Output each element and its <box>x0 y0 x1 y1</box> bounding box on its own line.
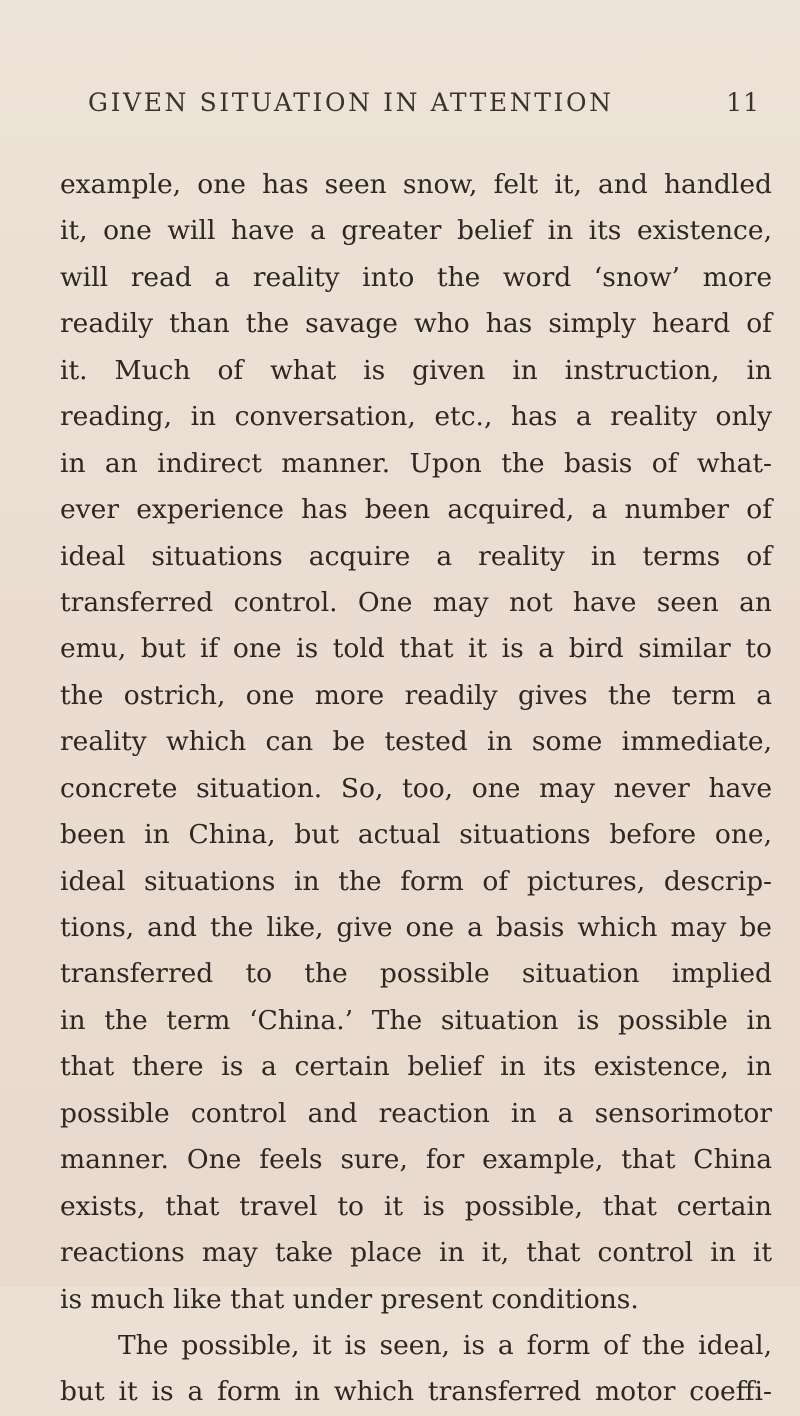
text-line: it. Much of what is given in instruction, in <box>60 354 772 386</box>
page-number: 11 <box>726 88 760 117</box>
text-line: reading, in conversation, etc., has a reality only <box>60 401 772 433</box>
text-line: the ostrich, one more readily gives the term a <box>60 679 772 711</box>
text-line: reality which can be tested in some immediate, <box>60 726 772 758</box>
text-line: been in China, but actual situations before one, <box>60 819 772 851</box>
text-line: readily than the savage who has simply heard of <box>60 308 772 340</box>
paragraph-end-line: is much like that under present conditions. <box>60 1283 639 1315</box>
text-line: exists, that travel to it is possible, that certain <box>60 1190 772 1222</box>
text-line: will read a reality into the word ‘snow’ more <box>60 261 772 293</box>
text-line: ever experience has been acquired, a number of <box>60 494 772 526</box>
text-line: emu, but if one is told that it is a bird similar to <box>60 633 772 665</box>
paragraph-start-line: The possible, it is seen, is a form of the ideal, <box>118 1329 772 1361</box>
text-line: concrete situation. So, too, one may never have <box>60 772 772 804</box>
text-line: example, one has seen snow, felt it, and handled <box>60 169 772 200</box>
text-line: manner. One feels sure, for example, that China <box>60 1144 772 1176</box>
running-title: GIVEN SITUATION IN ATTENTION <box>88 88 614 117</box>
text-line: ideal situations in the form of pictures, descrip- <box>60 865 772 897</box>
text-line: tions, and the like, give one a basis which may be <box>60 912 772 943</box>
text-line: in an indirect manner. Upon the basis of what- <box>60 447 772 479</box>
text-line: reactions may take place in it, that control in it <box>60 1237 772 1269</box>
text-line: that there is a certain belief in its existence, in <box>60 1051 772 1083</box>
text-line: ideal situations acquire a reality in terms of <box>60 540 772 572</box>
text-line: possible control and reaction in a sensorimotor <box>60 1097 772 1129</box>
running-header <box>88 88 760 117</box>
text-line: but it is a form in which transferred motor coeffi- <box>60 1376 772 1408</box>
text-line: transferred to the possible situation implied <box>60 958 772 990</box>
text-line: it, one will have a greater belief in its existence, <box>60 215 772 247</box>
text-line: in the term ‘China.’ The situation is possible in <box>60 1004 772 1036</box>
text-line: transferred control. One may not have seen an <box>60 586 772 618</box>
body-text <box>60 162 772 1416</box>
